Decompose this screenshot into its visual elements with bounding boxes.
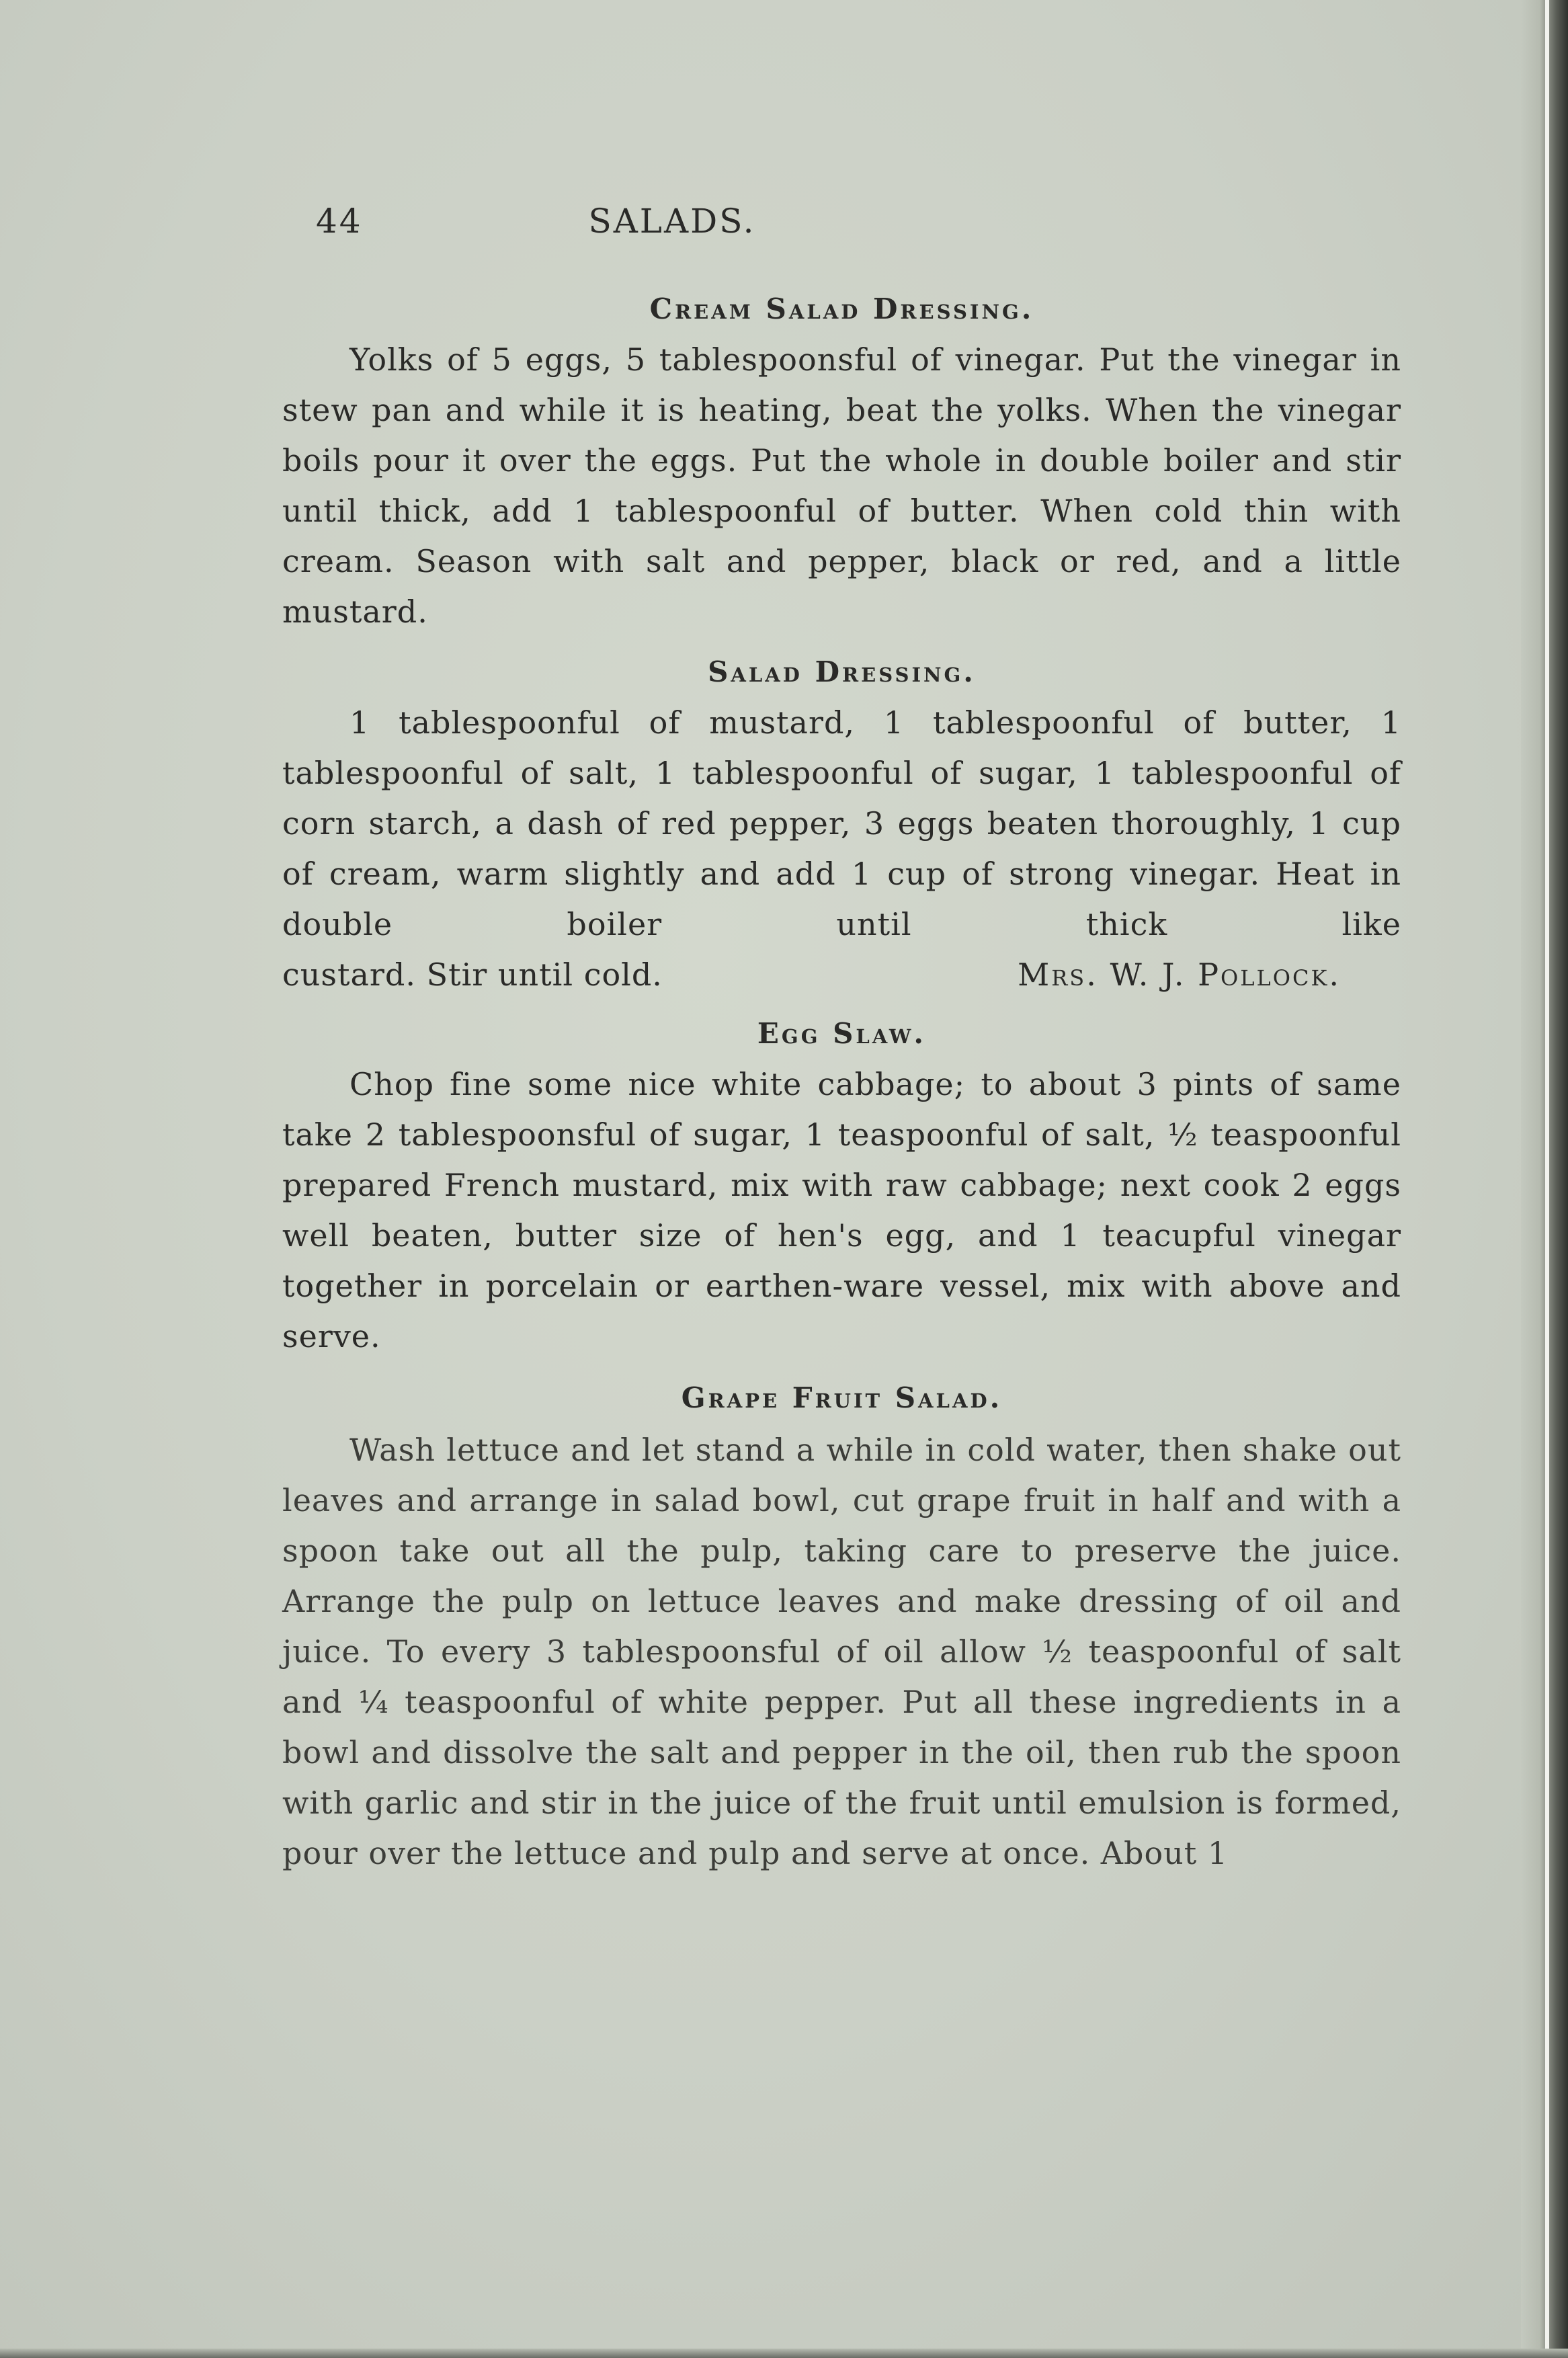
- page-binding-edge: [1521, 0, 1568, 2358]
- binding-highlight: [1545, 0, 1549, 2358]
- section-title-cream-salad-dressing: Cream Salad Dressing.: [649, 292, 1034, 325]
- running-title: SALADS.: [588, 202, 756, 241]
- recipe-paragraph: 1 tablespoonful of mustard, 1 tablespoonful of butter, 1 tablespoonful of salt, 1 tablespoonful of sugar, 1 tablespoonful of corn starch, a dash of red pepper, 3 eggs beaten thoroughly, 1 cup of cream, warm slightly and add 1 cup of strong vinegar. Heat in double boiler until thick like: [282, 704, 1401, 942]
- recipe-paragraph: Chop fine some nice white cabbage; to about 3 pints of same take 2 tablespoonsful of sugar, 1 teaspoonful of salt, ½ teaspoonful prepared French mustard, mix with raw cabbage; next cook 2 eggs well beaten, butter size of hen's egg, and 1 teacupful vinegar together in porcelain or earthen-ware vessel, mix with above and serve.: [282, 1066, 1401, 1354]
- section-title-egg-slaw: Egg Slaw.: [757, 1017, 927, 1050]
- closing-line: custard. Stir until cold.: [282, 957, 663, 993]
- section-title-grape-fruit-salad: Grape Fruit Salad.: [681, 1381, 1003, 1414]
- page-bottom-edge: [0, 2349, 1568, 2358]
- closing-line-with-signature: [282, 950, 1401, 1000]
- recipe-paragraph: Yolks of 5 eggs, 5 tablespoonsful of vinegar. Put the vinegar in stew pan and while it is heating, beat the yolks. When the vinegar boils pour it over the eggs. Put the whole in double boiler and stir until thick, add 1 tablespoonful of butter. When cold thin with cream. Season with salt and pepper, black or red, and a little mustard.: [282, 341, 1401, 630]
- signature: Mrs. W. J. Pollock.: [1018, 957, 1341, 993]
- page-header: [316, 202, 934, 255]
- section-title-salad-dressing: Salad Dressing.: [708, 655, 976, 688]
- page-number: 44: [316, 202, 363, 241]
- recipe-paragraph: Wash lettuce and let stand a while in cold water, then shake out leaves and arrange in salad bowl, cut grape fruit in half and with a spoon take out all the pulp, taking care to preserve the juice. Arrange the pulp on lettuce leaves and make dressing of oil and juice. To every 3 tablespoonsful of oil allow ½ teaspoonful of salt and ¼ teaspoonful of white pepper. Put all these ingredients in a bowl and dissolve the salt and pepper in the oil, then rub the spoon with garlic and stir in the juice of the fruit until emulsion is formed, pour over the lettuce and pulp and serve at once. About 1: [282, 1432, 1401, 1871]
- page-content: [282, 289, 1401, 1879]
